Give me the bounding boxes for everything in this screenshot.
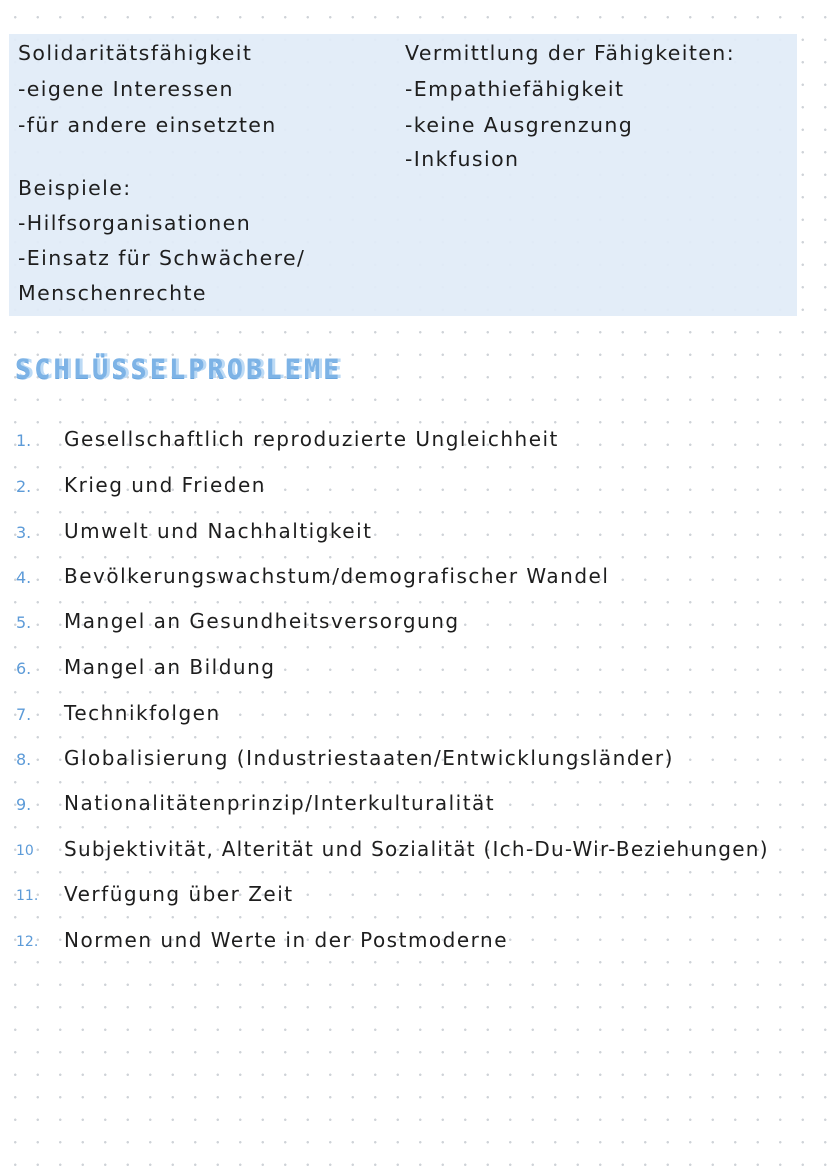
item-text: Globalisierung (Industriestaaten/Entwicklungsländer) [64, 746, 674, 770]
item-text: Subjektivität, Alterität und Sozialität (Ich-Du-Wir-Beziehungen) [64, 837, 769, 861]
mediation-line: -Inkfusion [405, 147, 520, 171]
item-number: 12. [16, 934, 39, 950]
mediation-line: -keine Ausgrenzung [405, 113, 634, 137]
item-number: 4. [16, 568, 32, 587]
item-text: Technikfolgen [64, 701, 221, 725]
list-item [0, 425, 828, 455]
item-number: 8. [16, 750, 32, 769]
list-item [0, 653, 828, 683]
list-item [0, 607, 828, 637]
item-text: Normen und Werte in der Postmoderne [64, 928, 509, 952]
mediation-line: -Empathiefähigkeit [405, 77, 625, 101]
solidarity-line: -eigene Interessen [18, 77, 234, 101]
item-number: 11. [16, 888, 39, 904]
item-number: 2. [16, 477, 32, 496]
solidarity-title: Solidaritätsfähigkeit [18, 41, 253, 65]
list-item [0, 517, 828, 547]
item-text: Gesellschaftlich reproduzierte Ungleichheit [64, 427, 559, 451]
section-heading: SCHLÜSSELPROBLEME [15, 354, 343, 385]
item-number: 1. [16, 431, 32, 450]
item-number: 9. [16, 795, 32, 814]
list-item [0, 699, 828, 729]
examples-heading: Beispiele: [18, 176, 132, 200]
item-text: Mangel an Gesundheitsversorgung [64, 609, 460, 633]
mediation-title: Vermittlung der Fähigkeiten: [405, 41, 736, 65]
item-number: 5. [16, 613, 32, 632]
example-line: -Hilfsorganisationen [18, 211, 252, 235]
item-text: Verfügung über Zeit [64, 882, 294, 906]
item-number: 6. [16, 659, 32, 678]
list-item [0, 471, 828, 501]
item-number: 3. [16, 523, 32, 542]
example-line: Menschenrechte [18, 281, 207, 305]
item-text: Nationalitätenprinzip/Interkulturalität [64, 791, 496, 815]
list-item [0, 789, 828, 819]
list-item [0, 880, 828, 910]
item-text: Mangel an Bildung [64, 655, 276, 679]
item-text: Umwelt und Nachhaltigkeit [64, 519, 373, 543]
item-text: Bevölkerungswachstum/demografischer Wandel [64, 564, 610, 588]
highlight-box [9, 34, 797, 316]
item-number: 7. [16, 705, 32, 724]
list-item [0, 562, 828, 592]
list-item [0, 744, 828, 774]
item-text: Krieg und Frieden [64, 473, 266, 497]
item-number: 10 [16, 843, 34, 859]
example-line: -Einsatz für Schwächere/ [18, 246, 306, 270]
solidarity-line: -für andere einsetzten [18, 113, 277, 137]
list-item [0, 926, 828, 956]
list-item [0, 835, 828, 865]
